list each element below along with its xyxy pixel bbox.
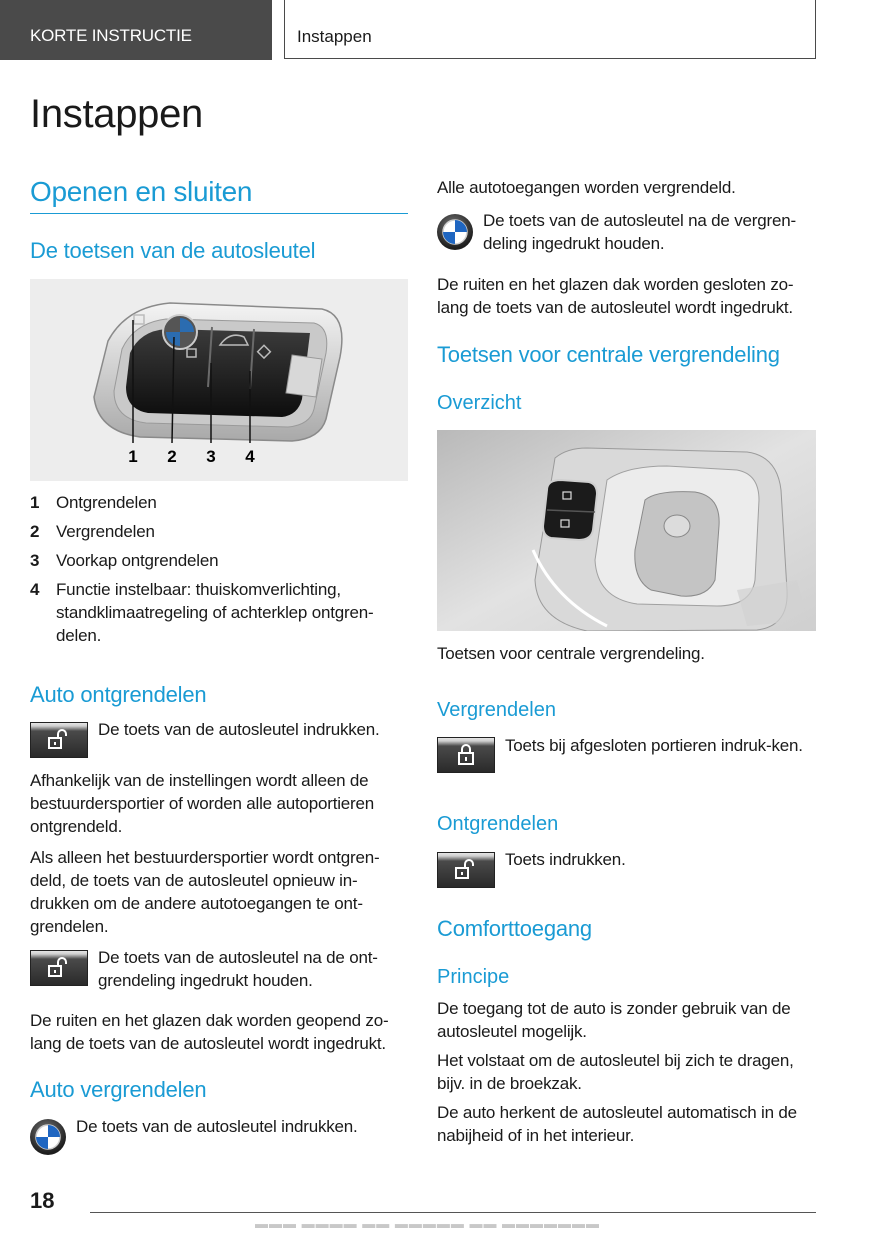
- paragraph-ruiten-gesloten: De ruiten en het glazen dak worden gesloten zo-lang de toets van de autosleutel wordt ingedrukt.: [437, 275, 794, 317]
- bmw-logo-icon: [34, 1123, 62, 1151]
- heading-overzicht: Overzicht: [437, 392, 522, 414]
- paragraph-afhankelijk: Afhankelijk van de instellingen wordt alleen de bestuurdersportier of worden alle autoportieren ontgrendeld.: [30, 771, 375, 836]
- list-item-number: 3: [30, 551, 40, 570]
- lock-hold-logo: [437, 214, 473, 250]
- door-panel-illustration: [437, 430, 816, 631]
- heading-openen-en-sluiten: Openen en sluiten: [30, 176, 253, 207]
- heading-comforttoegang: Comforttoegang: [437, 916, 592, 941]
- vergrendelen-instruction: Toets bij afgesloten portieren indruk-ken.: [505, 736, 803, 755]
- key-button-list: [30, 491, 410, 653]
- callout-2: 2: [167, 447, 177, 466]
- unlock-button-icon: [30, 722, 88, 758]
- list-item: [30, 549, 410, 572]
- lock-key-instruction: De toets van de autosleutel indrukken.: [76, 1117, 358, 1136]
- heading-toetsen-autosleutel: De toetsen van de autosleutel: [30, 238, 316, 263]
- lock-button-icon: [437, 737, 495, 773]
- callout-3: 3: [206, 447, 216, 466]
- unlock-icon: [46, 729, 72, 751]
- unlock-key-instruction: De toets van de autosleutel indrukken.: [98, 720, 380, 739]
- paragraph-als-alleen: Als alleen het bestuurdersportier wordt ontgren-deld, de toets van de autosleutel opnieuw in-drukken om de andere autotoegangen te ont-grendelen.: [30, 848, 380, 936]
- unlock-icon: [453, 859, 479, 881]
- list-item-text: Functie instelbaar: thuiskomverlichting, standklimaatregeling of achterklep ontgren-delen.: [56, 580, 374, 645]
- lock-icon: [455, 743, 477, 767]
- list-item-text: Voorkap ontgrendelen: [56, 551, 219, 570]
- list-item: [30, 578, 410, 647]
- list-item-number: 2: [30, 522, 40, 541]
- list-item-number: 1: [30, 493, 40, 512]
- list-item-text: Ontgrendelen: [56, 493, 157, 512]
- door-panel-figure: [437, 430, 816, 631]
- key-fob-figure: [30, 279, 408, 481]
- chapter-label: Instappen: [297, 27, 372, 46]
- page-number: 18: [30, 1188, 55, 1213]
- bmw-logo-icon: [441, 218, 469, 246]
- paragraph-alle-vergrendeld: Alle autotoegangen worden vergrendeld.: [437, 178, 736, 197]
- heading-principe: Principe: [437, 966, 510, 988]
- footer-watermark: ▬▬▬ ▬▬▬▬ ▬▬ ▬▬▬▬▬ ▬▬ ▬▬▬▬▬▬▬: [255, 1216, 601, 1231]
- unlock-icon: [46, 957, 72, 979]
- paragraph-volstaat: Het volstaat om de autosleutel bij zich te dragen, bijv. in de broekzak.: [437, 1051, 794, 1093]
- chapter-header-box: [284, 0, 816, 59]
- paragraph-toegang: De toegang tot de auto is zonder gebruik van de autosleutel mogelijk.: [437, 999, 791, 1041]
- list-item: [30, 520, 410, 543]
- footer-divider: [90, 1212, 816, 1213]
- figure-caption: Toetsen voor centrale vergrendeling.: [437, 644, 705, 663]
- list-item: [30, 491, 410, 514]
- unlock-button-icon: [437, 852, 495, 888]
- unlock-hold-instruction: De toets van de autosleutel na de ont-grendeling ingedrukt houden.: [98, 948, 378, 990]
- heading-centrale-vergrendeling: Toetsen voor centrale vergrendeling: [437, 342, 780, 367]
- unlock-hold-button-icon: [30, 950, 88, 986]
- list-item-number: 4: [30, 580, 40, 599]
- paragraph-herkent: De auto herkent de autosleutel automatisch in de nabijheid of in het interieur.: [437, 1103, 797, 1145]
- callout-1: 1: [128, 447, 138, 466]
- section-label: KORTE INSTRUCTIE: [30, 26, 192, 45]
- heading-divider: [30, 213, 408, 214]
- list-item-text: Vergrendelen: [56, 522, 155, 541]
- page-title: Instappen: [30, 92, 204, 136]
- ontgrendelen-instruction: Toets indrukken.: [505, 850, 626, 869]
- paragraph-ruiten-geopend: De ruiten en het glazen dak worden geopend zo-lang de toets van de autosleutel wordt ingedrukt.: [30, 1011, 389, 1053]
- heading-auto-vergrendelen: Auto vergrendelen: [30, 1077, 207, 1102]
- lock-key-logo: [30, 1119, 66, 1155]
- lock-hold-instruction: De toets van de autosleutel na de vergren-deling ingedrukt houden.: [483, 211, 796, 253]
- heading-vergrendelen: Vergrendelen: [437, 699, 556, 721]
- heading-ontgrendelen: Ontgrendelen: [437, 813, 559, 835]
- callout-4: 4: [245, 447, 255, 466]
- heading-auto-ontgrendelen: Auto ontgrendelen: [30, 682, 207, 707]
- section-header-tab: [0, 0, 272, 60]
- key-fob-illustration: [30, 279, 408, 481]
